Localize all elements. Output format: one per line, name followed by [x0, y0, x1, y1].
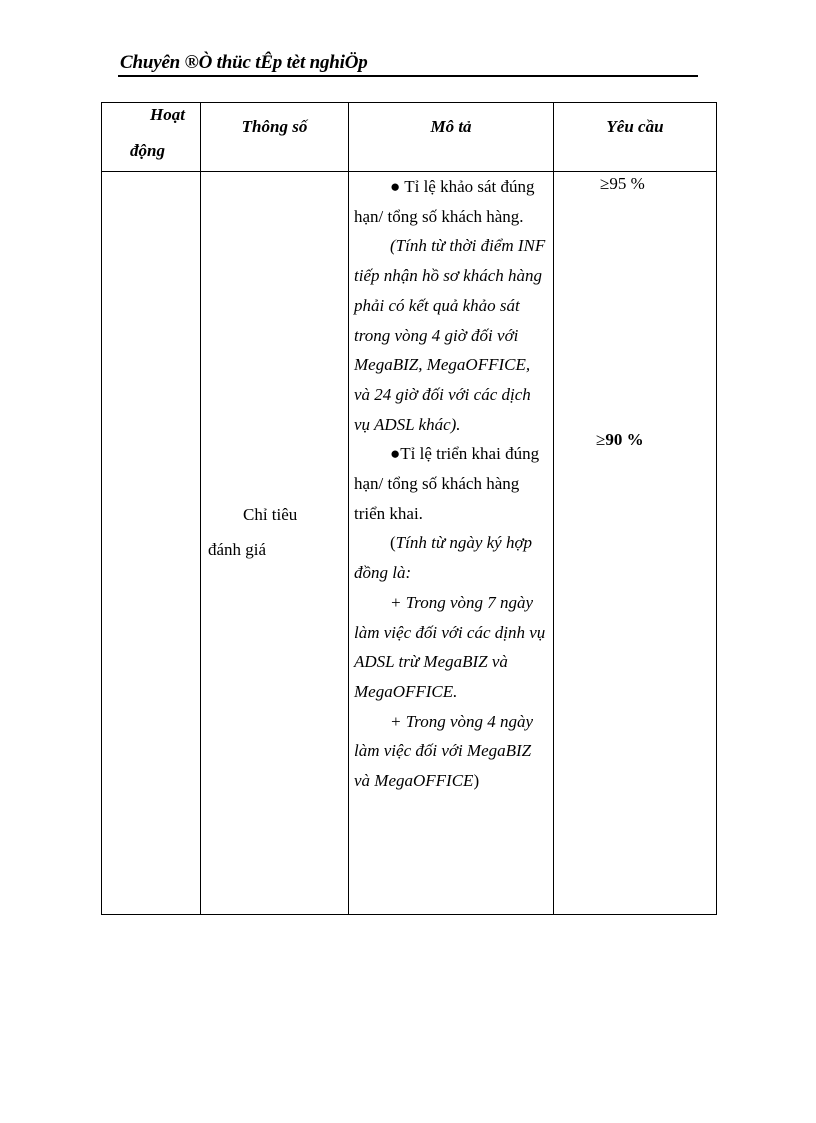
page-header-title: Chuyên ®Ò thüc tÊp tèt nghiÖp [120, 52, 368, 73]
cell-parameter [201, 172, 349, 915]
parameter-line1: Chỉ tiêu [243, 505, 298, 524]
parameter-line2: đánh giá [208, 540, 267, 559]
bullet-icon: ● [390, 177, 401, 196]
requirement-1-sign: ≥ [600, 174, 610, 193]
desc-item-2-sub-2 [354, 707, 547, 796]
table-row [102, 172, 717, 915]
requirement-2-sign: ≥ [596, 430, 606, 449]
header-activity-line2: động [130, 141, 165, 160]
desc-item-2-sub-2-text: + Trong vòng 4 ngày làm việc đối với MegaBIZ và MegaOFFICE [354, 711, 534, 791]
table-header-row [102, 103, 717, 172]
header-parameter-label: Thông số [241, 117, 308, 136]
desc-item-1-text: Tỉ lệ khảo sát đúng hạn/ tổng số khách hàng. [354, 177, 535, 226]
desc-item-1-note: (Tính từ thời điểm INF tiếp nhận hồ sơ khách hàng phải có kết quả khảo sát trong vòng 4 giờ đối với MegaBIZ, MegaOFFICE, và 24 giờ đối với các dịch vụ ADSL khác). [354, 236, 546, 434]
cell-description [349, 172, 554, 915]
bullet-icon: ● [390, 444, 401, 464]
header-divider [118, 75, 698, 77]
cell-activity [102, 172, 201, 915]
header-activity-line1: Hoạt [150, 105, 185, 124]
requirement-1 [600, 174, 645, 194]
header-parameter [201, 103, 349, 172]
desc-item-1 [354, 172, 547, 231]
header-description-label: Mô tả [430, 117, 472, 136]
header-requirement [554, 103, 717, 172]
desc-item-2-note-text: Tính từ ngày ký hợp đồng là: [354, 533, 533, 583]
requirement-1-value: 95 % [609, 174, 645, 193]
requirement-2 [596, 430, 644, 450]
paren-close: ) [473, 771, 480, 791]
header-requirement-label: Yêu cầu [606, 117, 664, 136]
desc-item-2 [354, 439, 547, 528]
desc-item-2-text: Tỉ lệ triển khai đúng hạn/ tổng số khách hàng triển khai. [354, 444, 540, 523]
paren-open: ( [390, 533, 396, 553]
criteria-table [101, 102, 717, 915]
cell-requirement [554, 172, 717, 915]
desc-item-2-note [354, 528, 547, 587]
requirement-2-value: 90 % [605, 430, 644, 449]
desc-item-2-sub-1: + Trong vòng 7 ngày làm việc đối với các dịnh vụ ADSL trừ MegaBIZ và MegaOFFICE. [354, 592, 546, 701]
header-activity [102, 103, 201, 172]
header-description [349, 103, 554, 172]
